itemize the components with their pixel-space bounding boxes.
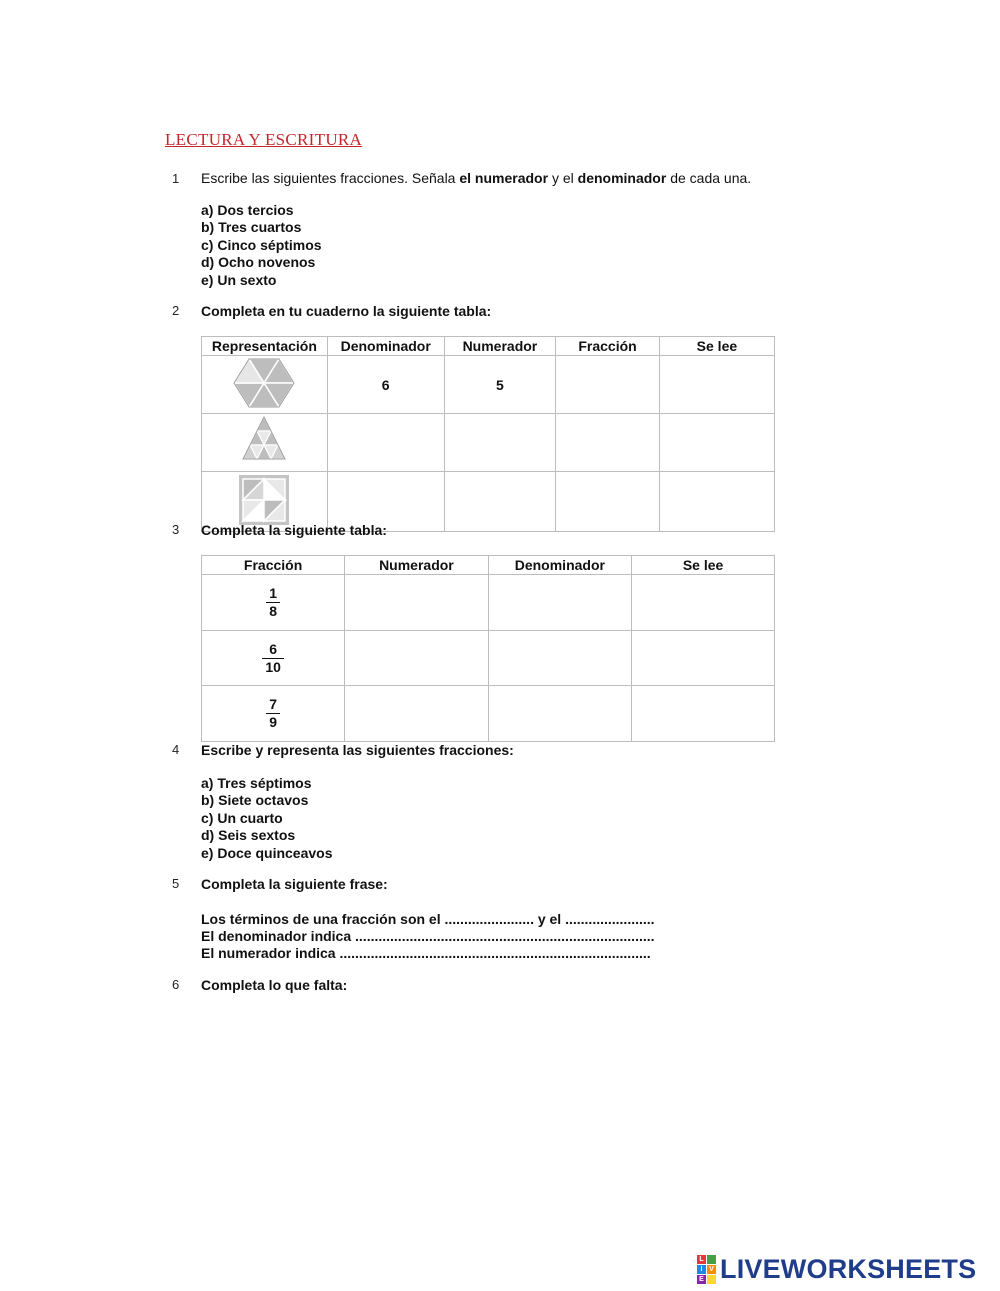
q1-text-part3: de cada una.	[666, 170, 752, 186]
table-row	[202, 356, 775, 414]
question-5-number: 5	[172, 876, 180, 891]
col-header: Se lee	[659, 337, 774, 356]
cell-denominador[interactable]	[488, 575, 632, 631]
cell-numerador[interactable]	[345, 631, 488, 686]
question-1-list	[201, 202, 322, 289]
logo-block	[707, 1275, 716, 1284]
question-1-number: 1	[172, 171, 180, 186]
list-item: d) Seis sextos	[201, 827, 296, 844]
cell-se-lee[interactable]	[632, 575, 775, 631]
table-row	[202, 575, 775, 631]
cell-numerador[interactable]	[444, 472, 556, 532]
question-5-text: Completa la siguiente frase:	[201, 876, 388, 892]
representation-table	[201, 336, 775, 532]
question-2-number: 2	[172, 303, 180, 318]
q1-text-part1: Escribe las siguientes fracciones. Señala	[201, 170, 460, 186]
q1-text-bold1: el numerador	[459, 170, 549, 186]
cell-se-lee[interactable]	[659, 356, 774, 414]
fraction-cell	[202, 686, 345, 742]
triangle-icon	[202, 414, 328, 472]
phrase-line[interactable]: El denominador indica .............................................................................	[201, 928, 655, 944]
list-item: a) Tres séptimos	[201, 775, 312, 791]
fraction-table	[201, 555, 775, 742]
list-item: e) Doce quinceavos	[201, 844, 333, 861]
fraction-numerator: 6	[262, 641, 284, 659]
fraction-denominator: 9	[269, 714, 277, 730]
question-4-list	[201, 775, 333, 862]
question-4-text: Escribe y representa las siguientes fracciones:	[201, 742, 514, 758]
fraction	[262, 641, 284, 676]
cell-numerador[interactable]: 5	[444, 356, 556, 414]
cell-denominador[interactable]	[488, 686, 632, 742]
fraction-cell	[202, 575, 345, 631]
fraction-denominator: 10	[265, 658, 281, 675]
col-header: Denominador	[488, 556, 632, 575]
list-item: d) Ocho novenos	[201, 254, 316, 271]
cell-se-lee[interactable]	[659, 414, 774, 472]
logo-block: V	[707, 1265, 716, 1274]
list-item: b) Tres cuartos	[201, 219, 302, 236]
col-header: Numerador	[444, 337, 556, 356]
fraction-numerator: 1	[266, 585, 280, 603]
col-header: Representación	[202, 337, 328, 356]
cell-se-lee[interactable]	[659, 472, 774, 532]
col-header: Fracción	[202, 556, 345, 575]
cell-denominador[interactable]	[327, 414, 444, 472]
phrase-line[interactable]: El numerador indica ................................................................................	[201, 945, 651, 961]
list-item: c) Un cuarto	[201, 809, 283, 826]
question-4-number: 4	[172, 742, 180, 757]
logo-blocks-icon	[697, 1255, 716, 1284]
q1-text-bold2: denominador	[577, 170, 667, 186]
logo-block: I	[697, 1265, 706, 1274]
col-header: Denominador	[327, 337, 444, 356]
table-row	[202, 631, 775, 686]
cell-fraccion[interactable]	[556, 414, 660, 472]
cell-numerador[interactable]	[345, 575, 488, 631]
cell-denominador[interactable]	[488, 631, 632, 686]
logo-block: L	[697, 1255, 706, 1264]
question-1-text	[201, 170, 751, 186]
logo-wordmark: LIVEWORKSHEETS	[720, 1253, 977, 1284]
cell-se-lee[interactable]	[632, 631, 775, 686]
table-row	[202, 414, 775, 472]
list-item: e) Un sexto	[201, 271, 277, 288]
list-item: b) Siete octavos	[201, 792, 309, 809]
col-header: Numerador	[345, 556, 488, 575]
cell-numerador[interactable]	[444, 414, 556, 472]
cell-numerador[interactable]	[345, 686, 488, 742]
fraction-numerator: 7	[266, 696, 280, 714]
logo-block	[707, 1255, 716, 1264]
question-3-number: 3	[172, 522, 180, 537]
fraction	[266, 696, 280, 731]
col-header: Se lee	[632, 556, 775, 575]
question-6-number: 6	[172, 977, 180, 992]
fraction	[266, 585, 280, 620]
cell-se-lee[interactable]	[632, 686, 775, 742]
liveworksheets-logo	[697, 1254, 976, 1284]
col-header: Fracción	[556, 337, 660, 356]
list-item: c) Cinco séptimos	[201, 236, 322, 253]
q1-text-part2: y el	[548, 170, 578, 186]
question-2-text: Completa en tu cuaderno la siguiente tabla:	[201, 303, 492, 319]
logo-block: E	[697, 1275, 706, 1284]
cell-fraccion[interactable]	[556, 356, 660, 414]
fraction-denominator: 8	[269, 603, 277, 619]
list-item: a) Dos tercios	[201, 202, 294, 218]
fraction-cell	[202, 631, 345, 686]
cell-fraccion[interactable]	[556, 472, 660, 532]
cell-denominador[interactable]: 6	[327, 356, 444, 414]
phrase-line[interactable]: Los términos de una fracción son el ....................... y el .......................	[201, 911, 655, 927]
hexagon-icon	[202, 356, 328, 414]
section-title: LECTURA Y ESCRITURA	[165, 130, 363, 149]
question-3-text: Completa la siguiente tabla:	[201, 522, 387, 538]
question-6-text: Completa lo que falta:	[201, 977, 348, 993]
table-row	[202, 686, 775, 742]
